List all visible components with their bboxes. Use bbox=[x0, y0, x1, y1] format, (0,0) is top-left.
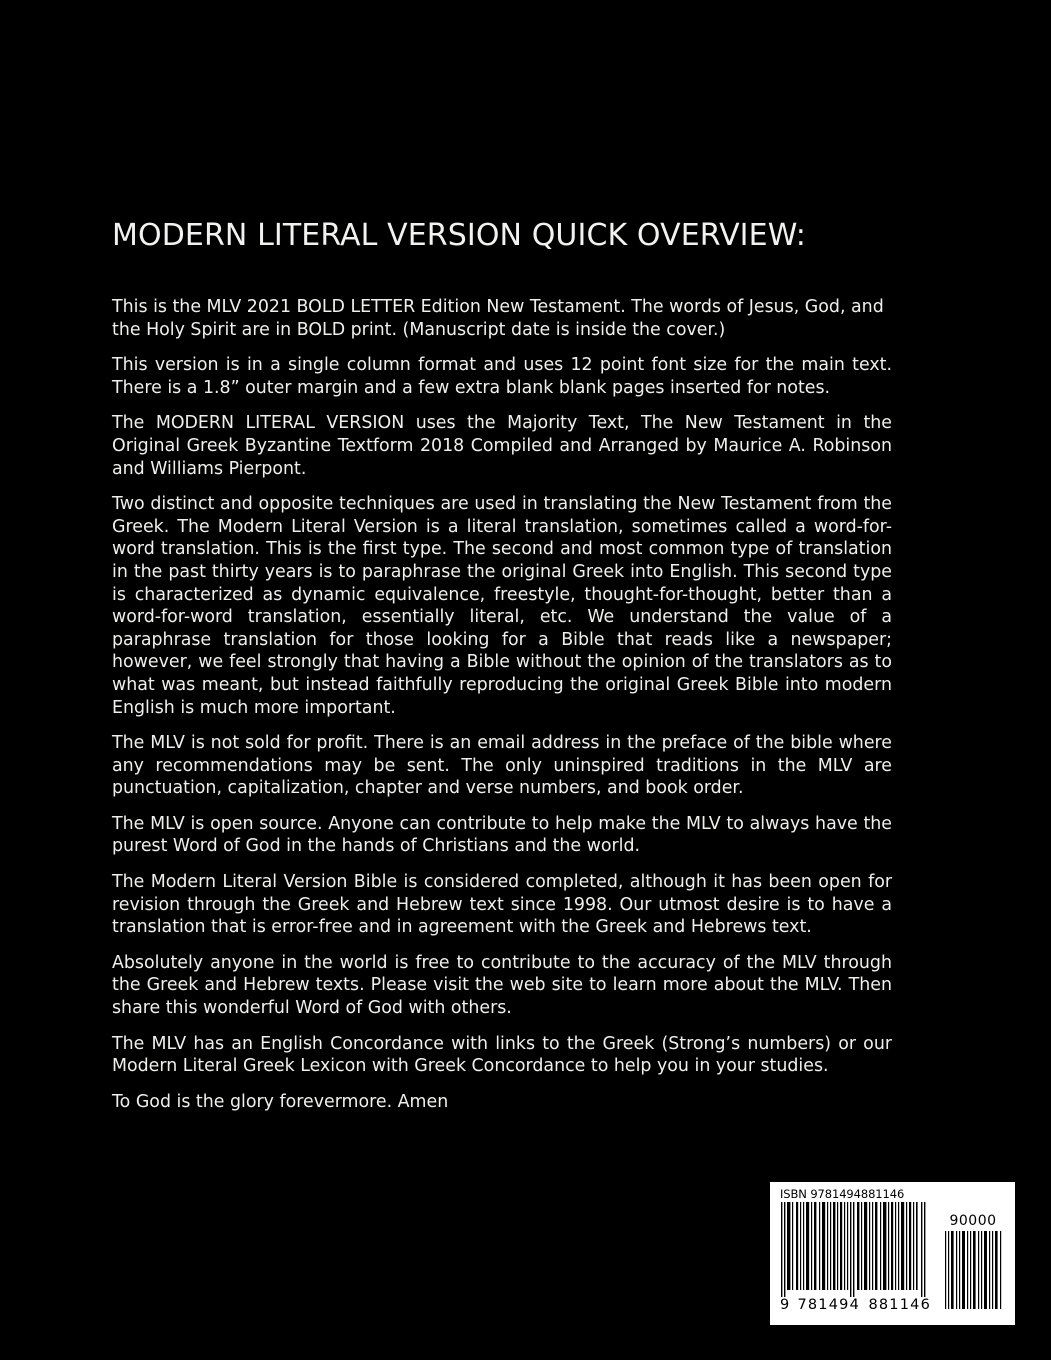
paragraph-edition-info: This is the MLV 2021 BOLD LETTER Edition New Testament. The words of Jesus, God, and the Holy Spirit are in BOLD print. (Manuscript date is inside the cover.) bbox=[112, 297, 884, 340]
paragraph-open-source: The MLV is open source. Anyone can contribute to help make the MLV to always have the purest Word of God in the hands of Christians and the world. bbox=[112, 813, 892, 857]
ean-right-group: 881146 bbox=[868, 1297, 931, 1313]
paragraph-format-info: This version is in a single column format and uses 12 point font size for the main text. There is a 1.8” outer margin and a few extra blank blank pages inserted for notes. bbox=[112, 355, 892, 398]
ean-left-group: 781494 bbox=[797, 1297, 860, 1313]
cover-text-column bbox=[112, 218, 892, 1125]
paragraph-doxology: To God is the glory forevermore. Amen bbox=[112, 1091, 449, 1112]
paragraph-completion-status: The Modern Literal Version Bible is considered completed, although it has been open for revision through the Greek and Hebrew text since 1998. Our utmost desire is to have a translation that is error-free and in agreement with the Greek and Hebrews text. bbox=[112, 872, 892, 938]
paragraph-not-for-profit: The MLV is not sold for profit. There is an email address in the preface of the bible where any recommendations may be sent. The only uninspired traditions in the MLV are punctuation, capitalization, chapter and verse numbers, and book order. bbox=[112, 733, 892, 799]
paragraph-concordance: The MLV has an English Concordance with links to the Greek (Strong’s numbers) or our Modern Literal Greek Lexicon with Greek Concordance to help you in your studies. bbox=[112, 1033, 892, 1077]
isbn-barcode-block bbox=[770, 1182, 1015, 1325]
ean13-digits bbox=[780, 1298, 930, 1313]
barcode-row bbox=[780, 1202, 1007, 1321]
ean5-bars-icon bbox=[944, 1231, 1002, 1309]
page-title: MODERN LITERAL VERSION QUICK OVERVIEW: bbox=[112, 218, 806, 253]
ean13-barcode bbox=[780, 1202, 930, 1321]
ean5-addon-barcode bbox=[944, 1190, 1002, 1321]
isbn-caption: ISBN 9781494881146 bbox=[780, 1187, 905, 1201]
addon-price-digits: 90000 bbox=[949, 1213, 997, 1229]
paragraph-source-text: The MODERN LITERAL VERSION uses the Majority Text, The New Testament in the Original Greek Byzantine Textform 2018 Compiled and Arranged by Maurice A. Robinson and Williams Pierpont. bbox=[112, 413, 892, 479]
paragraph-contribute: Absolutely anyone in the world is free to contribute to the accuracy of the MLV through the Greek and Hebrew texts. Please visit the web site to learn more about the MLV. Then share this wonderful Word of God with others. bbox=[112, 952, 892, 1019]
ean-lead-digit: 9 bbox=[780, 1297, 791, 1313]
ean13-bars-icon bbox=[780, 1202, 930, 1297]
paragraph-translation-techniques: Two distinct and opposite techniques are used in translating the New Testament from the Greek. The Modern Literal Version is a literal translation, sometimes called a word-for-word translation. This is the first type. The second and most common type of translation in the past thirty years is to paraphrase the original Greek into English. This second type is characterized as dynamic equivalence, freestyle, thought-for-thought, better than a word-for-word translation, essentially literal, etc. We understand the value of a paraphrase translation for those looking for a Bible that reads like a newspaper; however, we feel strongly that having a Bible without the opinion of the translators as to what was meant, but instead faithfully reproducing the original Greek Bible into modern English is much more important. bbox=[112, 494, 892, 718]
